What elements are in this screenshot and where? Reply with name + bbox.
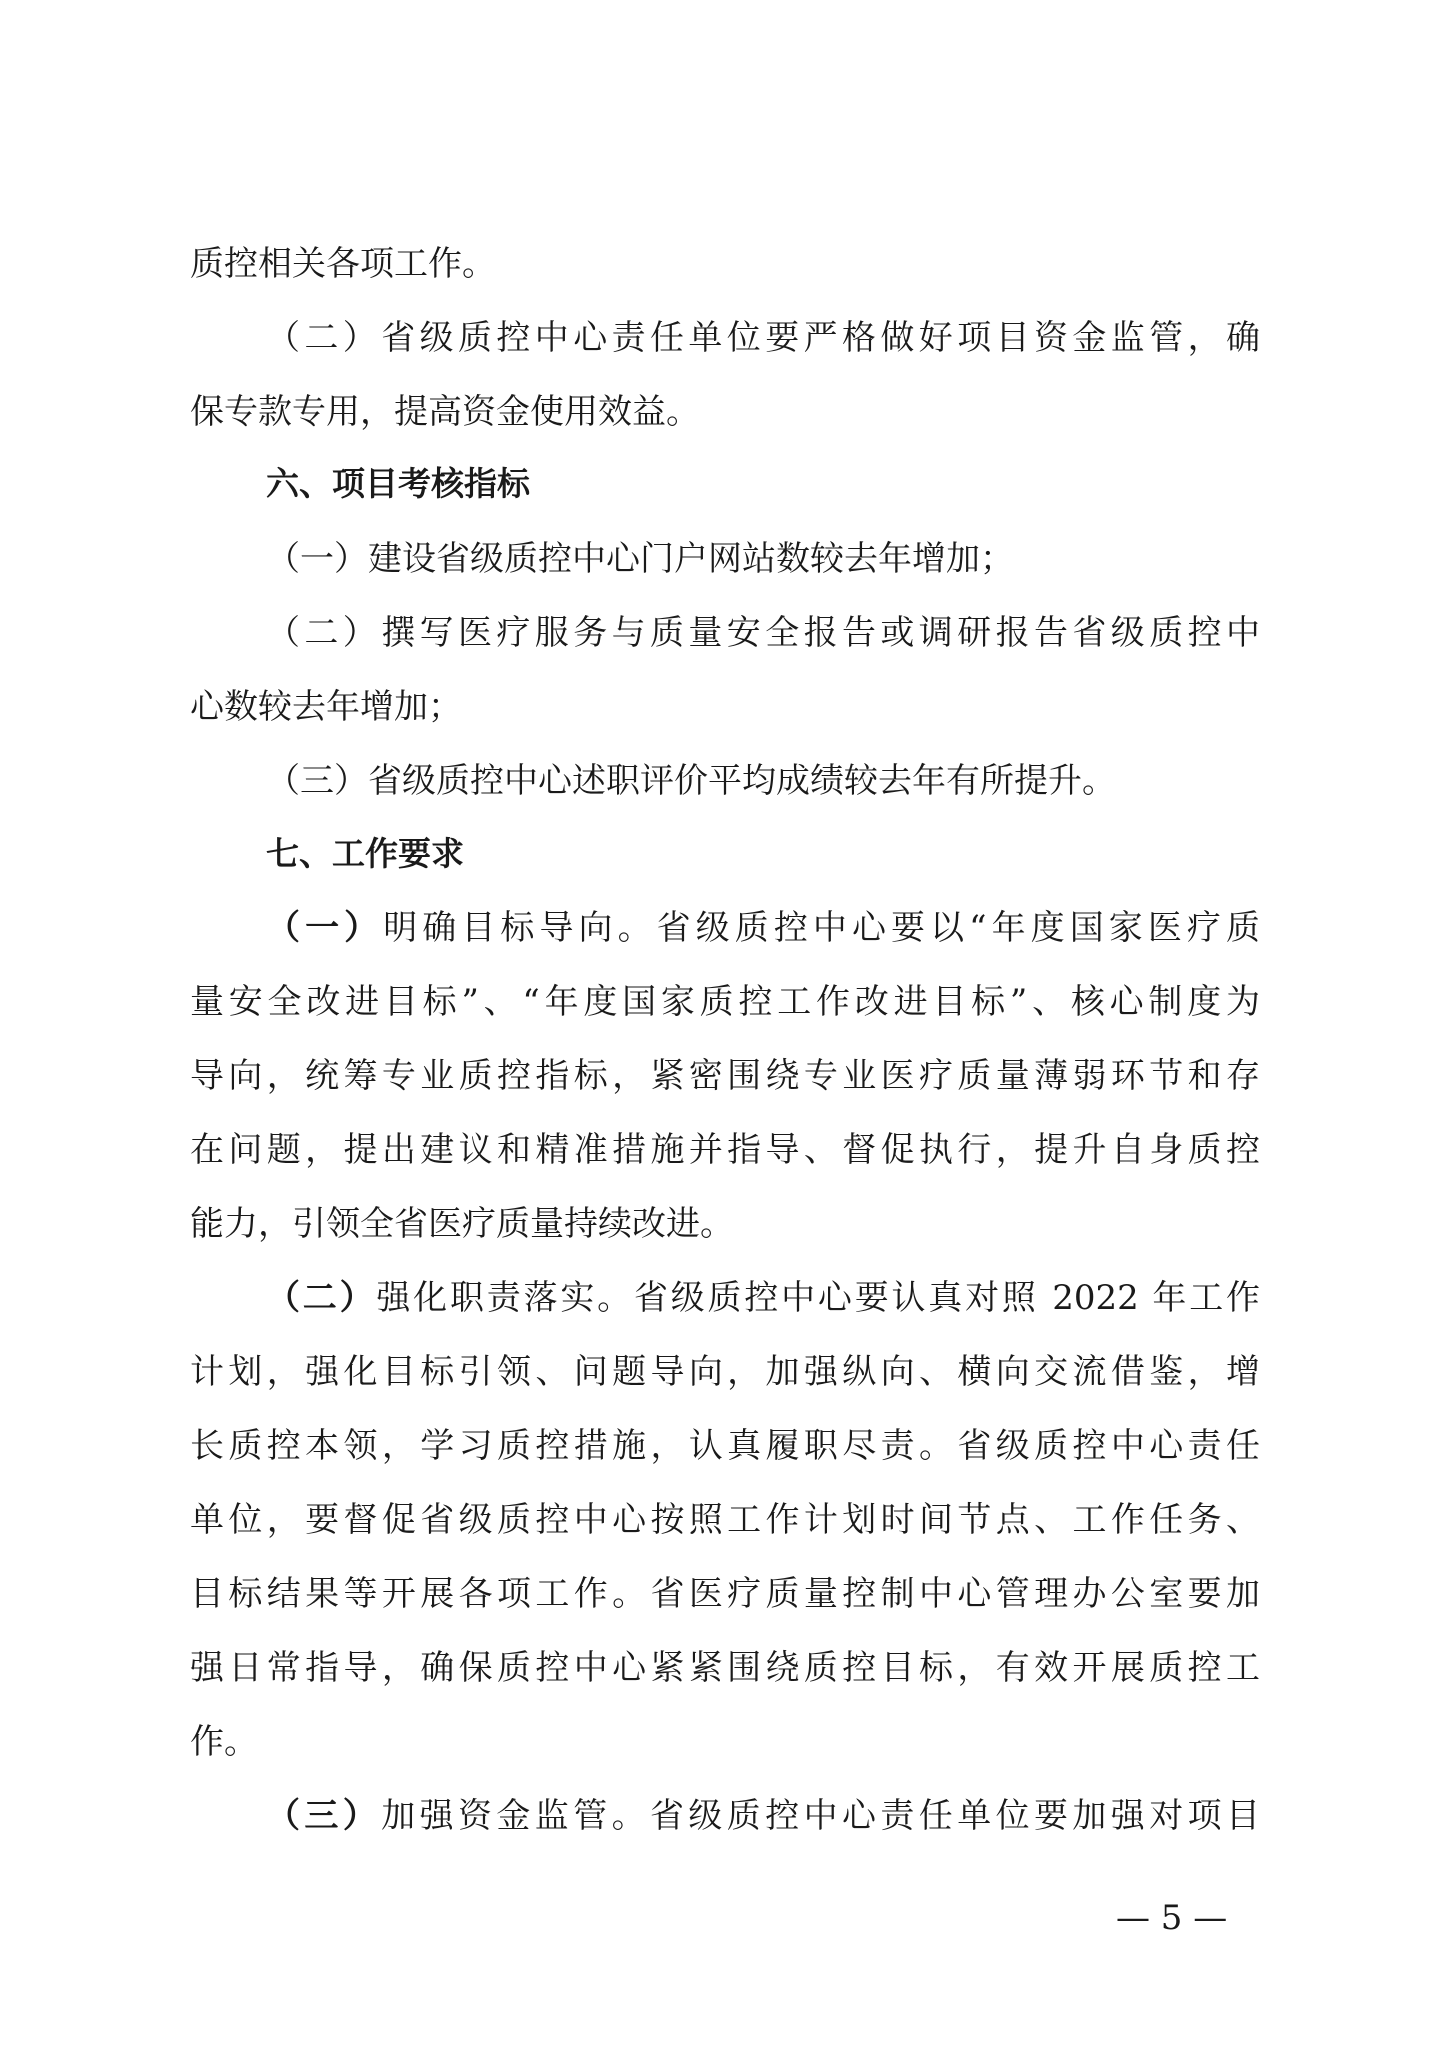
paragraph-first-line: （一）明确目标导向。省级质控中心要以“年度国家医疗质 bbox=[266, 908, 1260, 948]
section-heading: 六、项目考核指标 bbox=[266, 464, 530, 503]
paragraph-line: 保专款专用，提高资金使用效益。 bbox=[190, 392, 700, 432]
paragraph-line: （一）建设省级质控中心门户网站数较去年增加； bbox=[266, 539, 1014, 579]
paragraph-line: 作。 bbox=[190, 1722, 258, 1762]
paragraph-first-line: （二）强化职责落实。省级质控中心要认真对照 2022 年工作 bbox=[266, 1278, 1260, 1318]
paragraph-line: 量安全改进目标”、“年度国家质控工作改进目标”、核心制度为 bbox=[190, 982, 1260, 1022]
paragraph-line: 质控相关各项工作。 bbox=[190, 244, 496, 284]
paragraph-line: 强日常指导，确保质控中心紧紧围绕质控目标，有效开展质控工 bbox=[190, 1648, 1260, 1688]
paragraph-line: 计划，强化目标引领、问题导向，加强纵向、横向交流借鉴，增 bbox=[190, 1352, 1260, 1392]
paragraph-line: 长质控本领，学习质控措施，认真履职尽责。省级质控中心责任 bbox=[190, 1426, 1260, 1466]
section-heading: 七、工作要求 bbox=[266, 834, 464, 873]
paragraph-line: 能力，引领全省医疗质量持续改进。 bbox=[190, 1204, 734, 1244]
paragraph-line: 心数较去年增加； bbox=[190, 687, 462, 727]
paragraph-line: （二）省级质控中心责任单位要严格做好项目资金监管，确 bbox=[266, 318, 1260, 358]
paragraph-line: 目标结果等开展各项工作。省医疗质量控制中心管理办公室要加 bbox=[190, 1574, 1260, 1614]
paragraph-line: （二）撰写医疗服务与质量安全报告或调研报告省级质控中 bbox=[266, 613, 1260, 653]
paragraph-line: 单位，要督促省级质控中心按照工作计划时间节点、工作任务、 bbox=[190, 1500, 1260, 1540]
paragraph-line: （三）省级质控中心述职评价平均成绩较去年有所提升。 bbox=[266, 761, 1116, 801]
paragraph-lead: （一） bbox=[266, 908, 384, 948]
paragraph-first-line: （三）加强资金监管。省级质控中心责任单位要加强对项目 bbox=[266, 1796, 1261, 1836]
paragraph-lead: （三） bbox=[266, 1796, 382, 1836]
paragraph-lead: （二） bbox=[266, 1278, 377, 1318]
paragraph-line: 在问题，提出建议和精准措施并指导、督促执行，提升自身质控 bbox=[190, 1130, 1260, 1170]
page-number: — 5 — bbox=[1116, 1898, 1228, 1938]
paragraph-line: 导向，统筹专业质控指标，紧密围绕专业医疗质量薄弱环节和存 bbox=[190, 1056, 1260, 1096]
